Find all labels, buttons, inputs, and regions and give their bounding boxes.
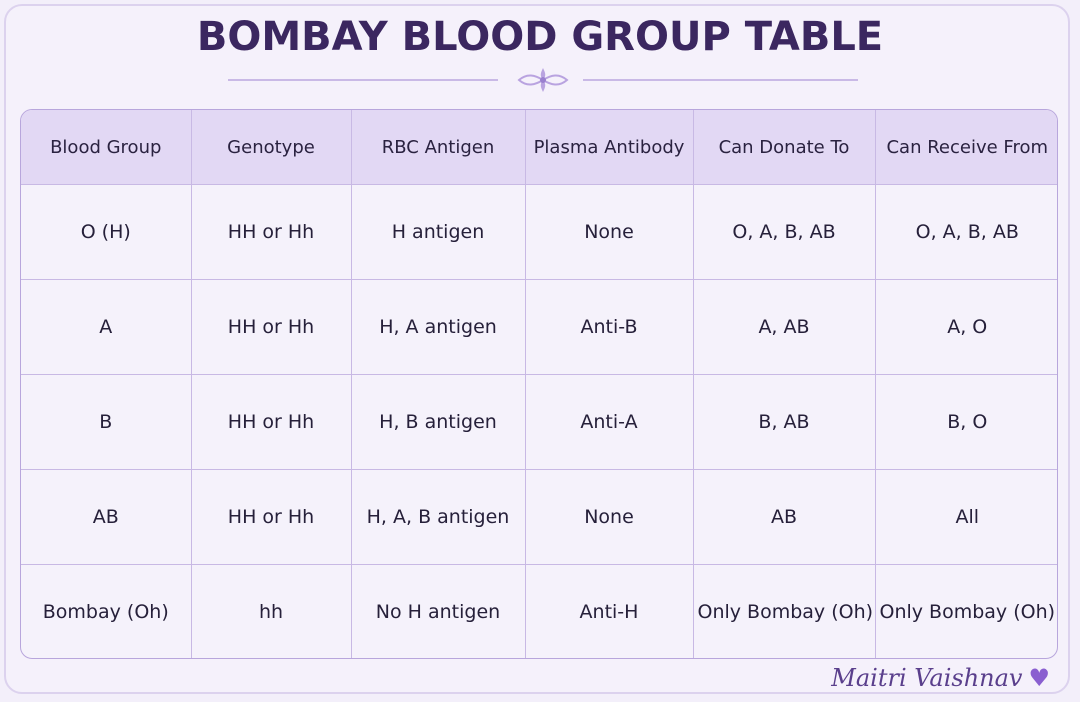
table-row — [21, 185, 1058, 280]
column-header: Can Donate To — [693, 110, 875, 185]
table-cell: H, B antigen — [351, 375, 525, 470]
table-cell: Bombay (Oh) — [21, 565, 191, 660]
table-cell: HH or Hh — [191, 470, 351, 565]
table-row — [21, 375, 1058, 470]
table-cell: No H antigen — [351, 565, 525, 660]
table-cell: All — [875, 470, 1058, 565]
table-cell: O, A, B, AB — [875, 185, 1058, 280]
table-cell: Anti-B — [525, 280, 693, 375]
table-cell: HH or Hh — [191, 185, 351, 280]
table-cell: AB — [21, 470, 191, 565]
table-cell: H, A antigen — [351, 280, 525, 375]
table-cell: Anti-A — [525, 375, 693, 470]
table-cell: None — [525, 185, 693, 280]
table-cell: B, AB — [693, 375, 875, 470]
table-cell: B, O — [875, 375, 1058, 470]
table-cell: Only Bombay (Oh) — [693, 565, 875, 660]
table-cell: HH or Hh — [191, 375, 351, 470]
table-cell: O (H) — [21, 185, 191, 280]
table-cell: H, A, B antigen — [351, 470, 525, 565]
column-header: Blood Group — [21, 110, 191, 185]
table-cell: Anti-H — [525, 565, 693, 660]
table-cell: A — [21, 280, 191, 375]
column-header: RBC Antigen — [351, 110, 525, 185]
column-header: Plasma Antibody — [525, 110, 693, 185]
divider-line-left — [228, 79, 498, 81]
title-divider — [228, 64, 858, 96]
heart-icon: ♥ — [1028, 664, 1050, 692]
divider-line-right — [583, 79, 858, 81]
table-row — [21, 470, 1058, 565]
table-row — [21, 565, 1058, 660]
table-row — [21, 280, 1058, 375]
page-title: BOMBAY BLOOD GROUP TABLE — [196, 14, 884, 60]
table-cell: A, AB — [693, 280, 875, 375]
column-header: Genotype — [191, 110, 351, 185]
table-cell: hh — [191, 565, 351, 660]
table-cell: None — [525, 470, 693, 565]
signature-text: Maitri Vaishnav — [831, 664, 1023, 692]
floral-divider-icon — [513, 64, 573, 96]
table-cell: O, A, B, AB — [693, 185, 875, 280]
column-header: Can Receive From — [875, 110, 1058, 185]
table-cell: HH or Hh — [191, 280, 351, 375]
table-cell: Only Bombay (Oh) — [875, 565, 1058, 660]
table-cell: AB — [693, 470, 875, 565]
author-signature — [831, 664, 1050, 692]
table-cell: B — [21, 375, 191, 470]
table-cell: A, O — [875, 280, 1058, 375]
blood-group-table — [20, 109, 1058, 659]
table-header-row — [21, 110, 1058, 185]
table-cell: H antigen — [351, 185, 525, 280]
